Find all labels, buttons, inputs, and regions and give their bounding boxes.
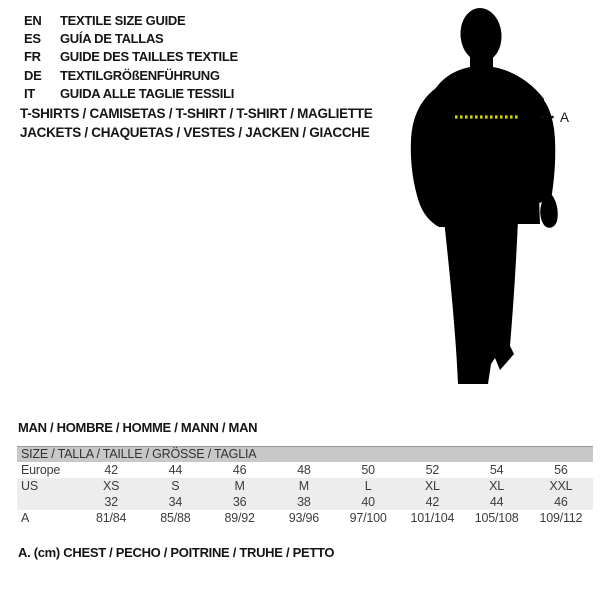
size-table <box>17 446 593 526</box>
size-cell: 89/92 <box>224 511 255 525</box>
size-cell: 42 <box>425 495 440 509</box>
table-row-us-numeric <box>17 494 593 510</box>
language-code: EN <box>24 12 42 28</box>
language-row <box>24 11 238 29</box>
size-cell: XXL <box>549 479 573 493</box>
size-cell: 34 <box>168 495 183 509</box>
language-code: ES <box>24 31 41 47</box>
size-cell: 40 <box>361 495 375 509</box>
language-code: DE <box>24 67 42 83</box>
silhouette-legs <box>444 220 518 384</box>
size-cell: 54 <box>489 463 504 477</box>
size-cell: L <box>364 479 372 493</box>
size-cell: 38 <box>297 495 311 509</box>
garment-categories <box>20 105 372 142</box>
size-cell: S <box>171 479 180 493</box>
size-cell: M <box>298 479 309 493</box>
footnote-chest-legend: A. (cm) CHEST / PECHO / POITRINE / TRUHE / PETTO <box>18 545 335 560</box>
size-cell: 97/100 <box>349 511 387 525</box>
language-name: GUÍA DE TALLAS <box>60 31 164 47</box>
size-cell: 109/112 <box>539 511 583 525</box>
size-cell: 44 <box>489 495 504 509</box>
language-row <box>24 85 238 103</box>
size-cell: XL <box>424 479 440 493</box>
size-cell: 48 <box>297 463 311 477</box>
man-silhouette <box>411 6 558 384</box>
size-cell: 32 <box>104 495 118 509</box>
table-row-chest-cm <box>17 510 593 526</box>
size-cell: XL <box>489 479 505 493</box>
row-label <box>17 494 79 510</box>
language-name: TEXTILE SIZE GUIDE <box>60 12 186 28</box>
language-name: GUIDE DES TAILLES TEXTILE <box>60 49 238 65</box>
size-cell: 105/108 <box>474 511 519 525</box>
language-row <box>24 48 238 66</box>
measure-label-a: A <box>560 110 570 125</box>
size-cell: 36 <box>232 495 247 509</box>
size-cell: 46 <box>554 495 568 509</box>
size-cell: 50 <box>361 463 375 477</box>
size-cell: 93/96 <box>288 511 320 525</box>
language-row <box>24 66 238 84</box>
size-cell: 44 <box>168 463 183 477</box>
row-label: US <box>21 479 38 493</box>
size-cell: M <box>234 479 245 493</box>
size-cell: 42 <box>104 463 118 477</box>
row-label: Europe <box>21 463 61 477</box>
language-list <box>24 11 238 103</box>
language-code: FR <box>24 49 41 65</box>
gender-caption: MAN / HOMBRE / HOMME / MANN / MAN <box>18 420 258 435</box>
size-cell: XS <box>102 479 120 493</box>
size-cell: 52 <box>425 463 440 477</box>
language-name: GUIDA ALLE TAGLIE TESSILI <box>60 86 235 102</box>
man-silhouette-figure <box>400 4 576 390</box>
table-row-europe <box>17 462 593 478</box>
category-tshirts-line: T-SHIRTS / CAMISETAS / T-SHIRT / T-SHIRT / MAGLIETTE <box>20 106 373 121</box>
category-jackets-line: JACKETS / CHAQUETAS / VESTES / JACKEN / GIACCHE <box>20 124 370 140</box>
language-name: TEXTILGRÖßENFÜHRUNG <box>60 67 220 83</box>
size-cell: 101/104 <box>410 511 455 525</box>
size-cell: 85/88 <box>160 511 191 525</box>
size-cell: 46 <box>232 463 247 477</box>
size-table-header: SIZE / TALLA / TAILLE / GRÖSSE / TAGLIA <box>17 446 593 462</box>
row-label: A <box>21 511 30 525</box>
size-cell: 56 <box>554 463 568 477</box>
language-row <box>24 29 238 47</box>
language-code: IT <box>24 86 35 102</box>
table-row-us <box>17 478 593 494</box>
size-cell: 81/84 <box>95 511 127 525</box>
